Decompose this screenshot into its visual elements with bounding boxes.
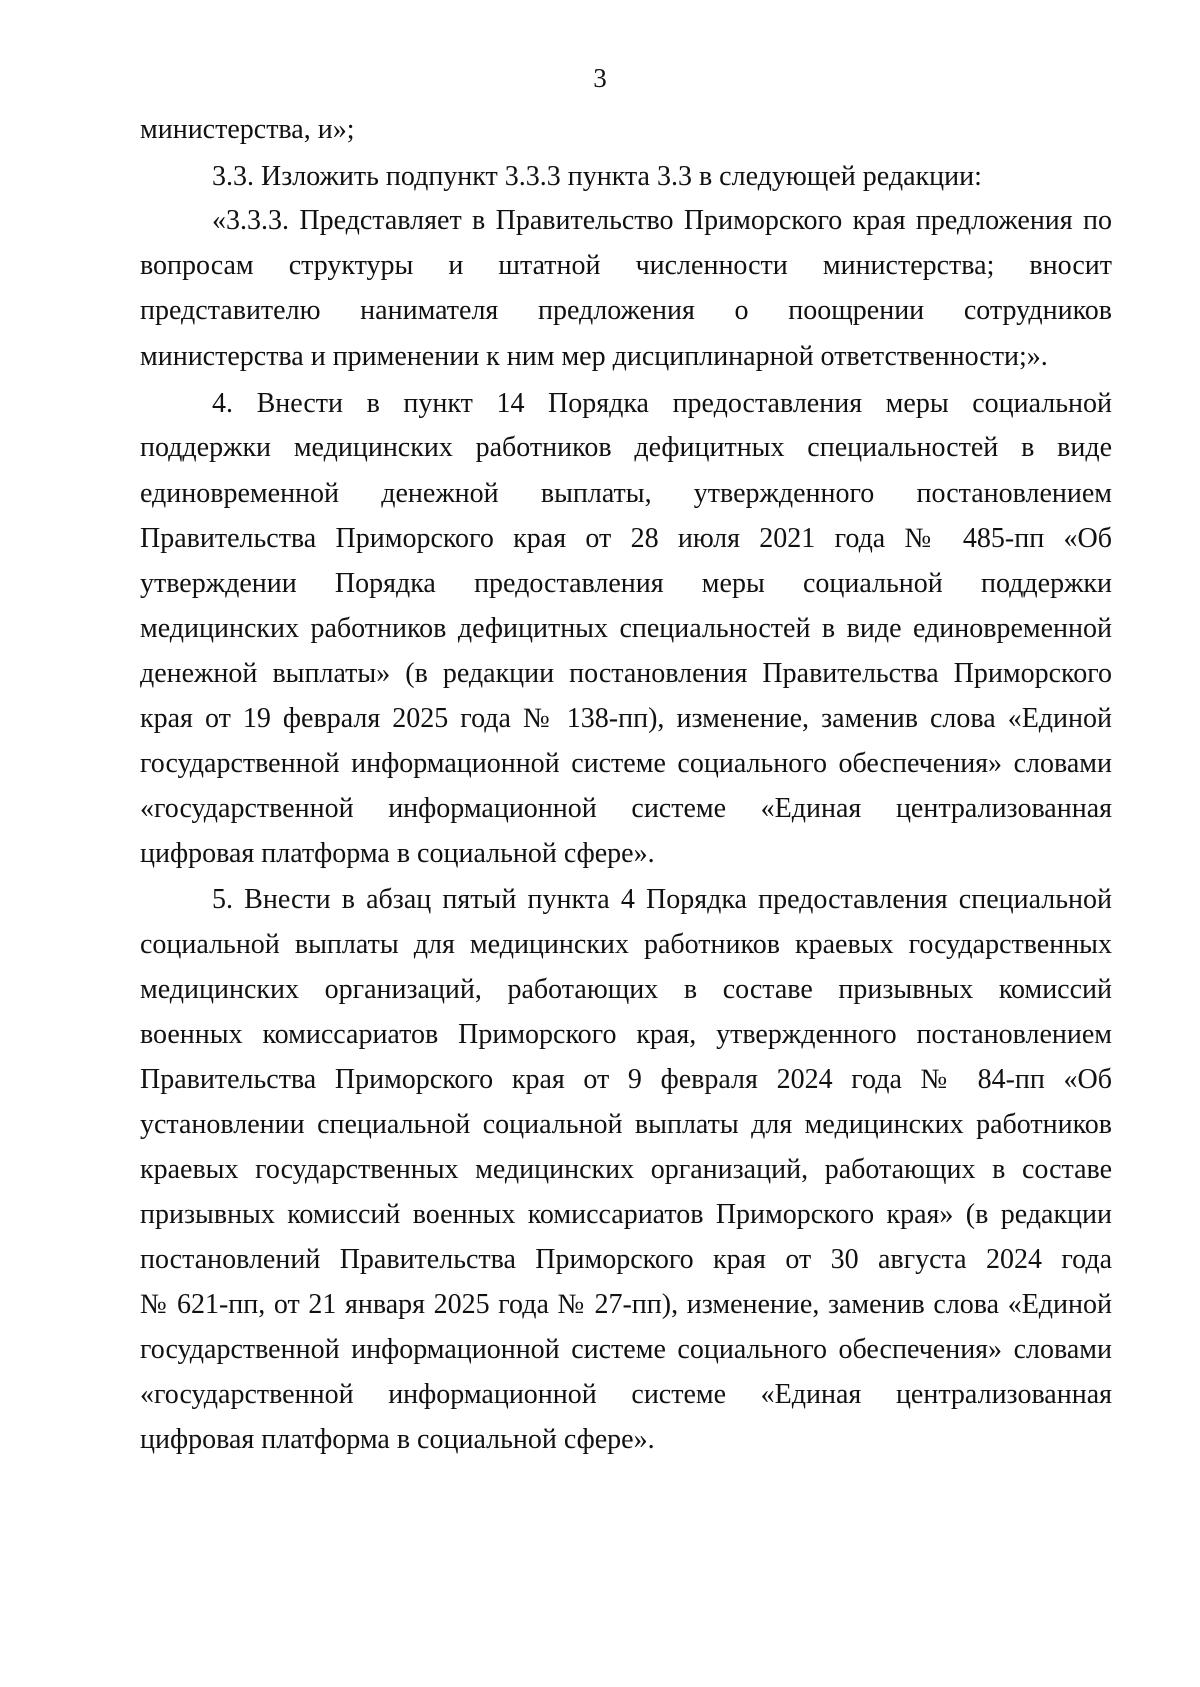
text-line-12: медицинских работников дефицитных специальностей в виде единовременной [140,613,1112,644]
page-number: 3 [593,63,607,93]
text-line-30: цифровая платформа в социальной сфере». [140,1424,655,1455]
text-line-23: установлении специальной социальной выплаты для медицинских работников [140,1109,1112,1140]
text-line-21: военных комиссариатов Приморского края, утвержденного постановлением [140,1019,1112,1050]
text-line-17: цифровая платформа в социальной сфере». [140,838,655,869]
text-line-2: 3.3. Изложить подпункт 3.3.3 пункта 3.3 в следующей редакции: [212,161,982,192]
text-line-7: 4. Внести в пункт 14 Порядка предоставления меры социальной [212,388,1112,419]
text-line-19: социальной выплаты для медицинских работников краевых государственных [140,929,1112,960]
text-line-13: денежной выплаты» (в редакции постановления Правительства Приморского [140,658,1112,689]
text-line-22: Правительства Приморского края от 9 февраля 2024 года № 84-пп «Об [140,1064,1112,1095]
text-line-15: государственной информационной системе социального обеспечения» словами [140,748,1112,779]
text-line-8: поддержки медицинских работников дефицитных специальностей в виде [140,432,1112,463]
text-line-27: № 621-пп, от 21 января 2025 года № 27-пп), изменение, заменив слова «Единой [140,1289,1112,1320]
text-line-28: государственной информационной системе социального обеспечения» словами [140,1334,1112,1365]
text-line-1: министерства, и»; [140,114,355,145]
text-line-26: постановлений Правительства Приморского края от 30 августа 2024 года [140,1244,1112,1275]
text-line-16: «государственной информационной системе «Единая централизованная [140,793,1112,824]
text-line-25: призывных комиссий военных комиссариатов Приморского края» (в редакции [140,1199,1112,1230]
text-line-11: утверждении Порядка предоставления меры социальной поддержки [140,568,1112,599]
text-line-14: края от 19 февраля 2025 года № 138-пп), изменение, заменив слова «Единой [140,703,1112,734]
text-line-9: единовременной денежной выплаты, утвержденного постановлением [140,478,1112,509]
text-line-29: «государственной информационной системе «Единая централизованная [140,1379,1112,1410]
text-line-18: 5. Внести в абзац пятый пункта 4 Порядка предоставления специальной [212,884,1112,915]
text-line-4: вопросам структуры и штатной численности министерства; вносит [140,250,1112,281]
text-line-6: министерства и применении к ним мер дисциплинарной ответственности;». [140,341,1048,372]
text-line-24: краевых государственных медицинских организаций, работающих в составе [140,1154,1112,1185]
text-line-10: Правительства Приморского края от 28 июля 2021 года № 485-пп «Об [140,523,1112,554]
text-line-3: «3.3.3. Представляет в Правительство Приморского края предложения по [212,205,1112,236]
text-line-5: представителю нанимателя предложения о поощрении сотрудников [140,295,1112,326]
text-line-20: медицинских организаций, работающих в составе призывных комиссий [140,974,1112,1005]
